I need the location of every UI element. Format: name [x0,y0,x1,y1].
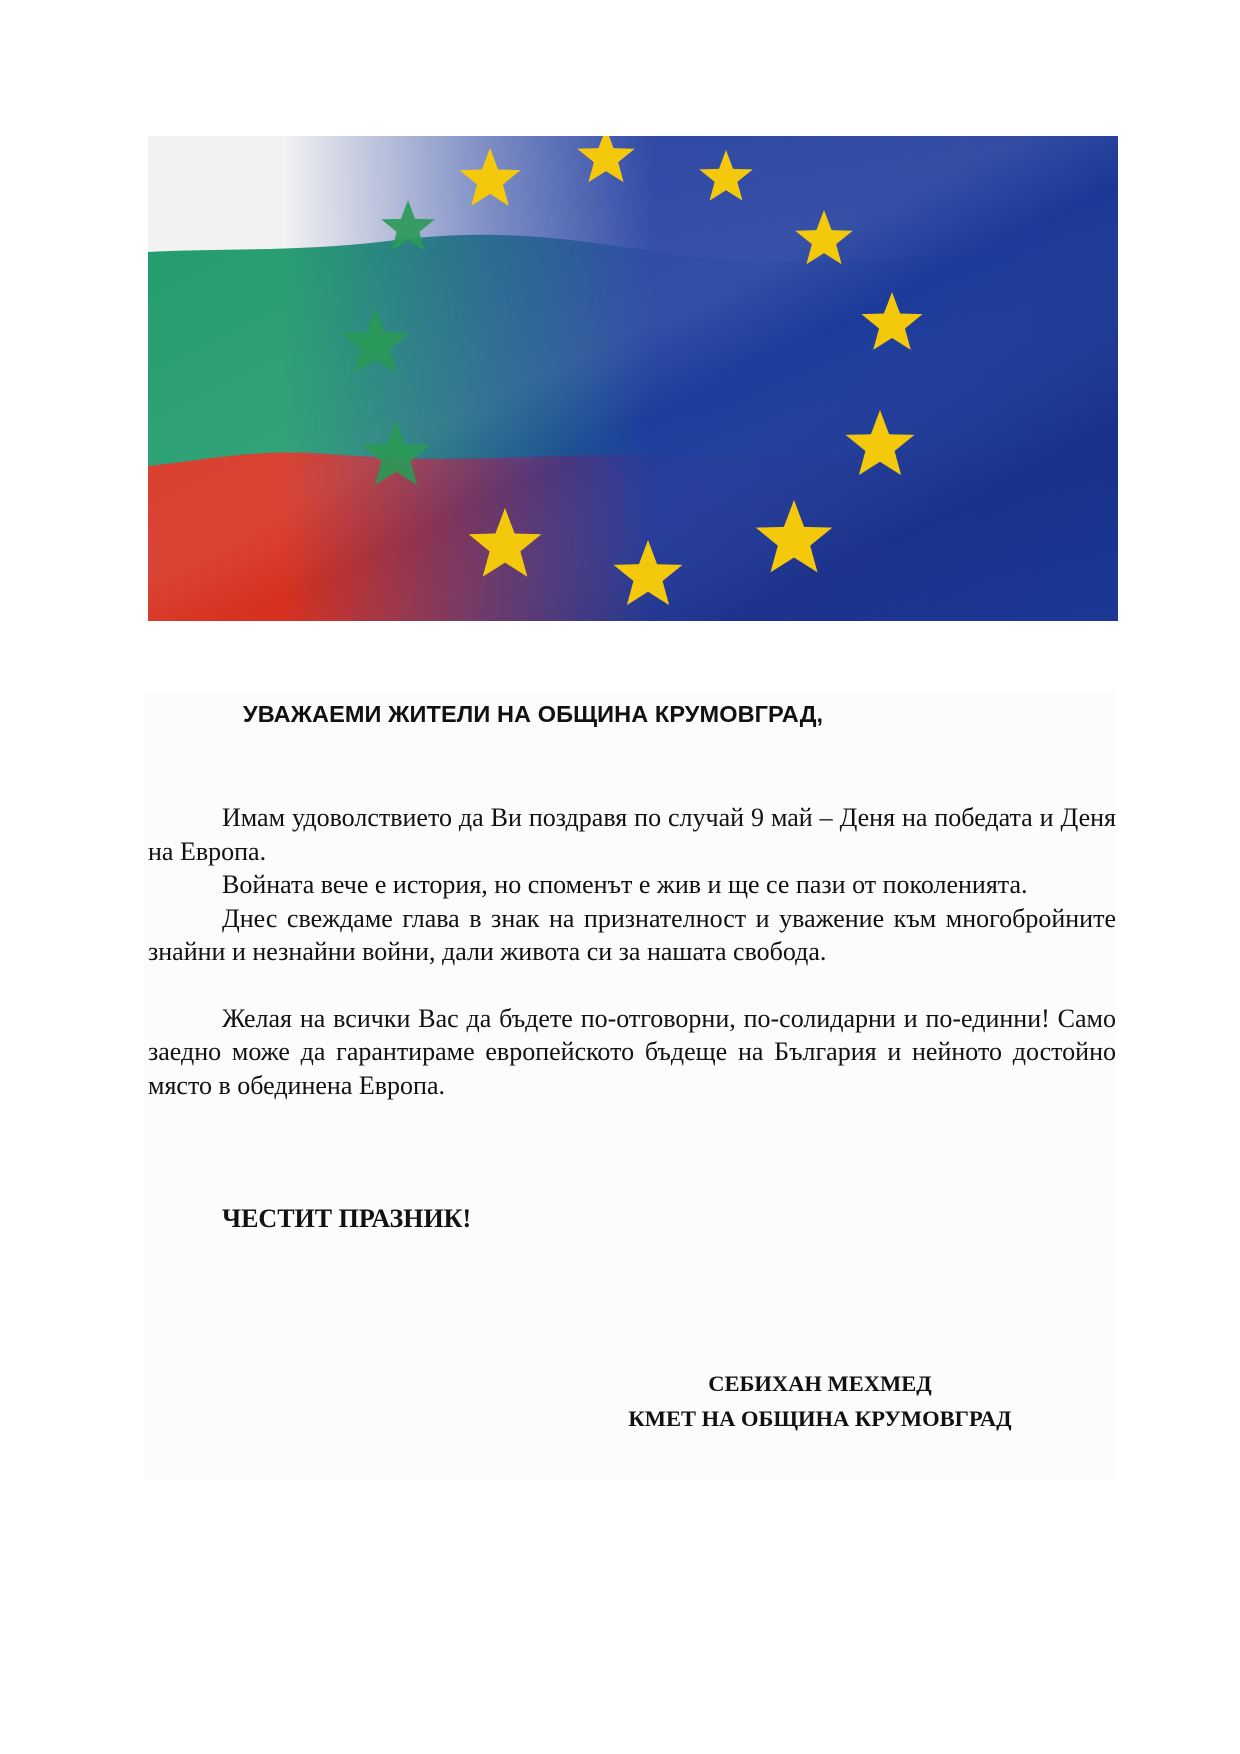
greeting: ЧЕСТИТ ПРАЗНИК! [222,1204,472,1233]
signature-block [560,1366,1080,1436]
paragraph-3: Днес свеждаме глава в знак на признателност и уважение към многобройните знайни и незнайни войни, дали живота си за нашата свобода. [148,903,1116,966]
signature-name: СЕБИХАН МЕХМЕД [708,1371,932,1396]
paragraph-4: Желая на всички Вас да бъдете по-отговорни, по-солидарни и по-единни! Само заедно може да гарантираме европейското бъдеще на България и нейното достойно място в обединена Европа. [148,1003,1116,1100]
signature-title: КМЕТ НА ОБЩИНА КРУМОВГРАД [628,1406,1012,1431]
letter-heading: УВАЖАЕМИ ЖИТЕЛИ НА ОБЩИНА КРУМОВГРАД, [243,701,824,727]
paragraph-1: Имам удоволствието да Ви поздравя по случай 9 май – Деня на победата и Деня на Европа. [148,803,1116,866]
paragraph-2: Войната вече е история, но споменът е жив и ще се пази от поколенията. [222,870,1028,899]
letter-body [148,801,1116,1102]
bulgaria-eu-flags-image [148,136,1118,621]
